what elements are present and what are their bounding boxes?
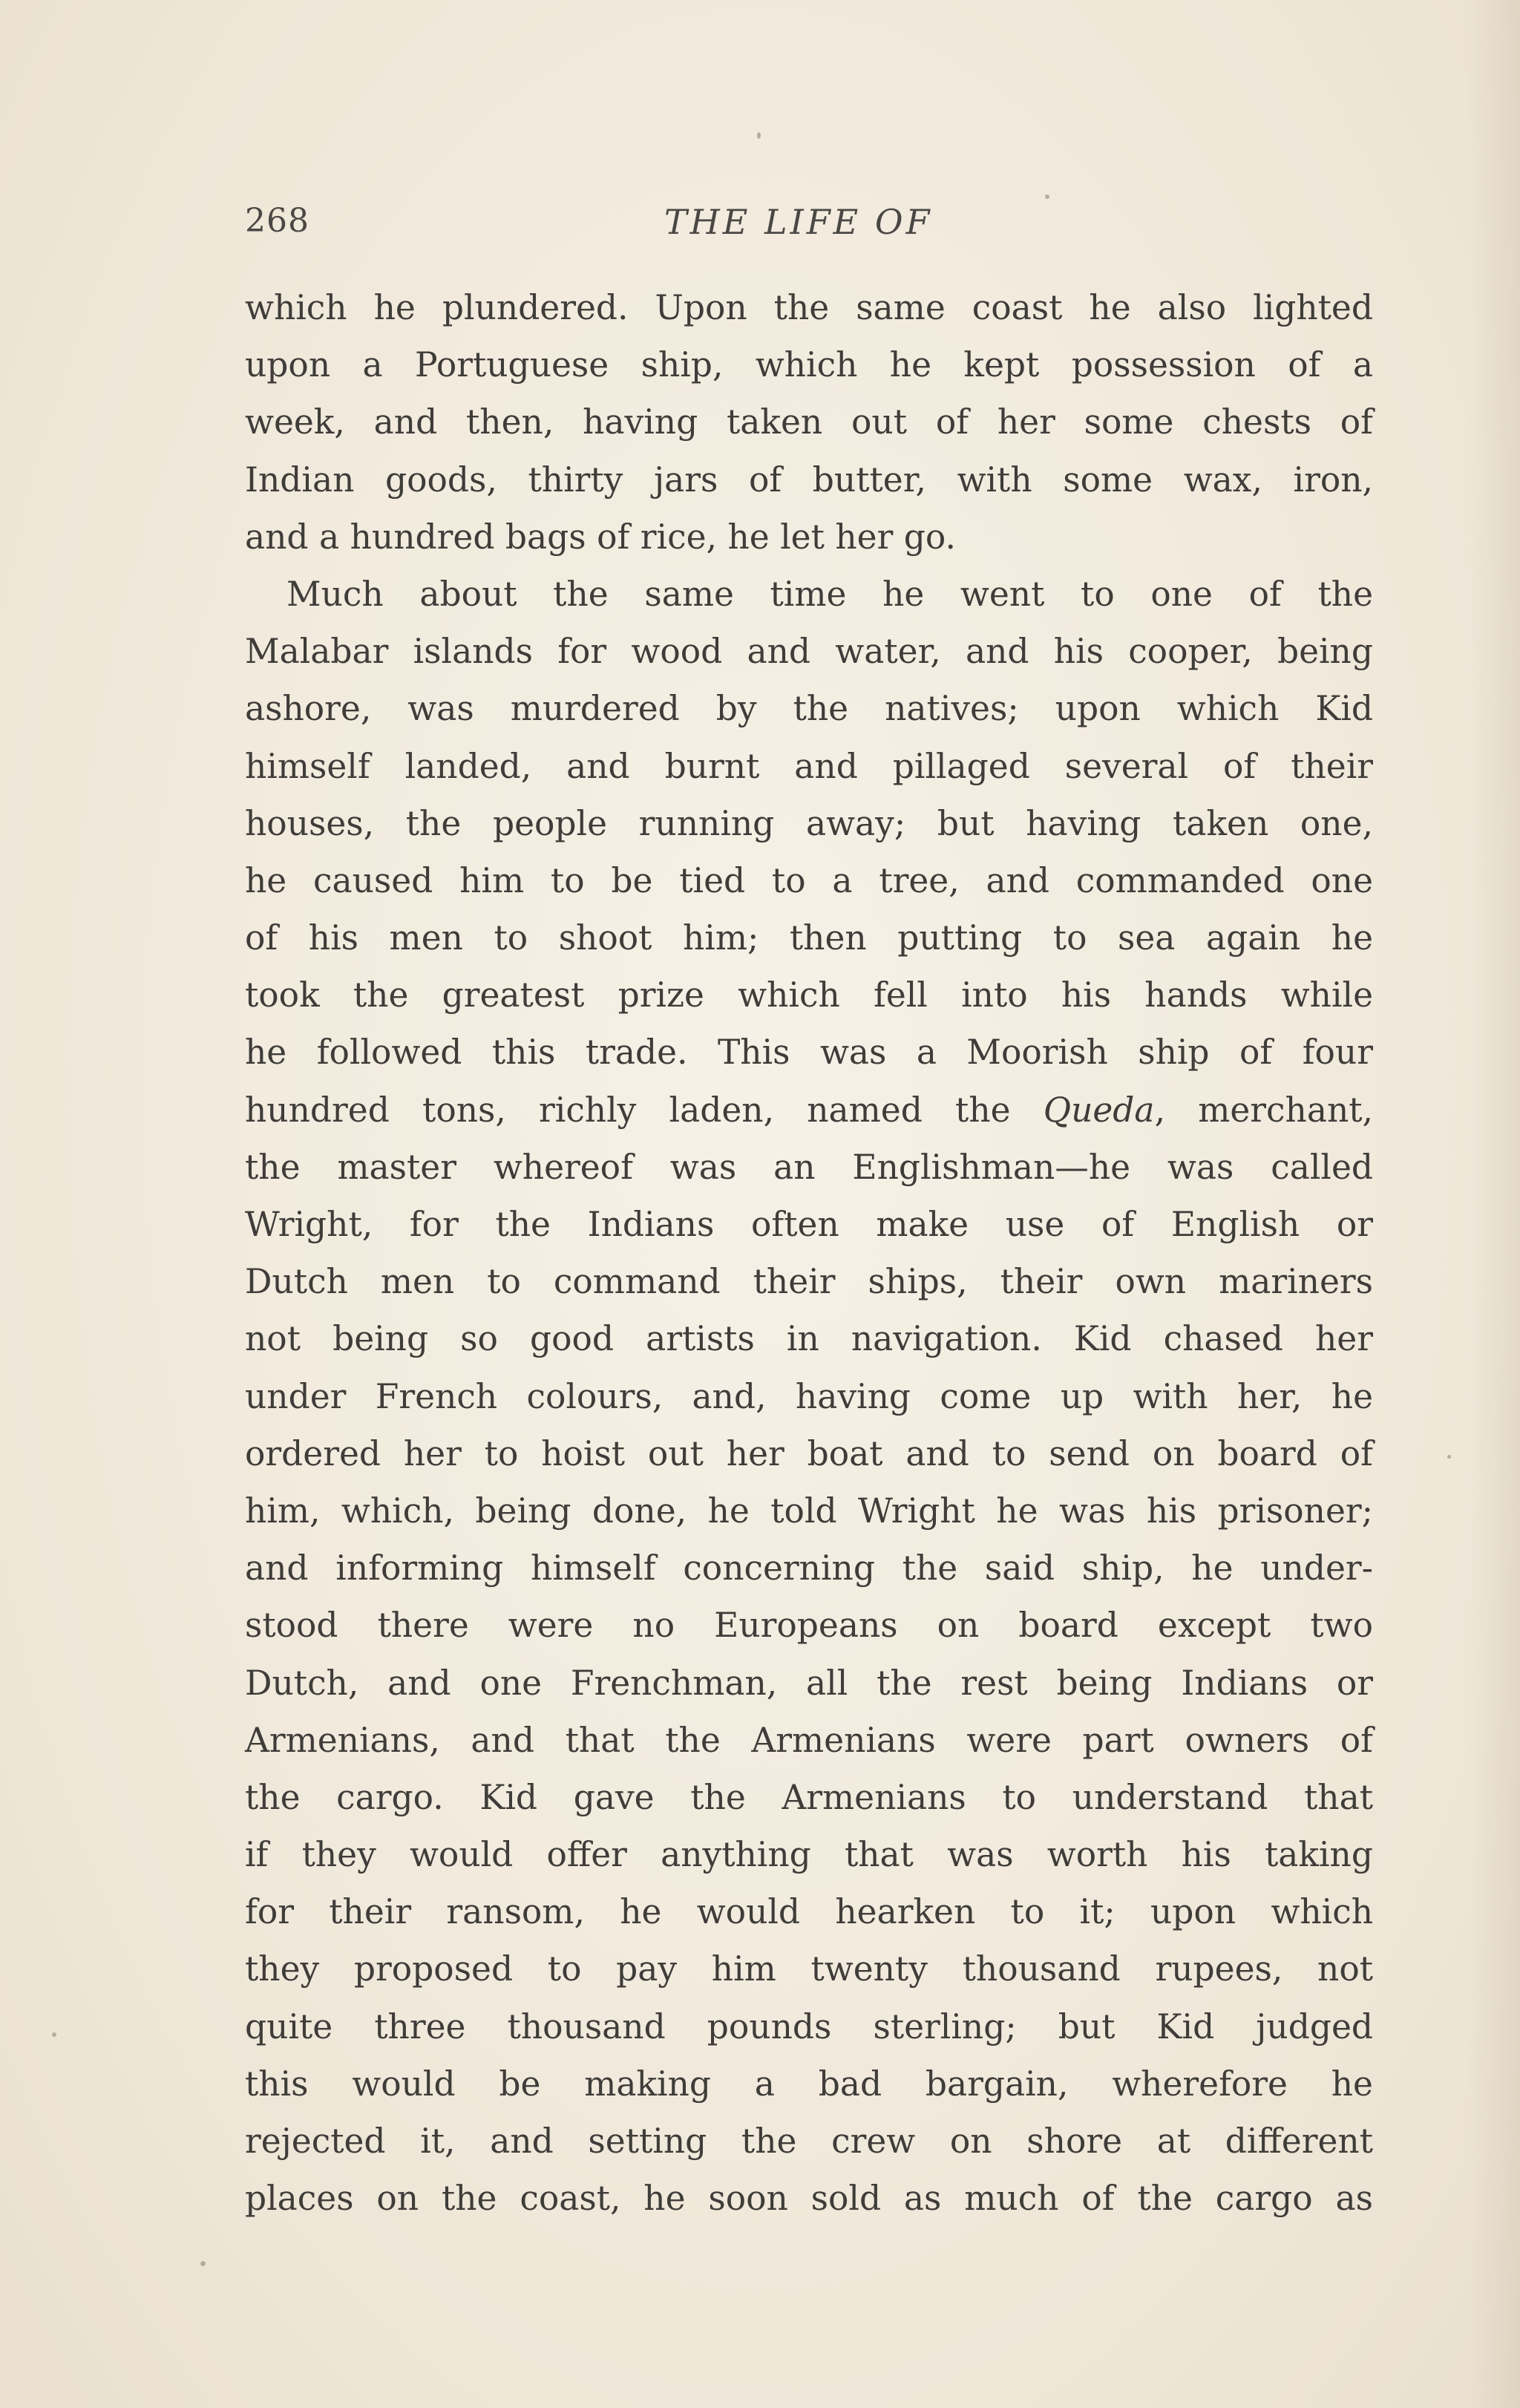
- text-line: rejected it, and setting the crew on shore at different: [245, 2121, 1373, 2161]
- text-line: houses, the people running away; but having taken one,: [245, 803, 1373, 843]
- ship-name: Queda: [1043, 1090, 1155, 1130]
- paper-speck: [1447, 1455, 1451, 1459]
- text-line: stood there were no Europeans on board except two: [245, 1606, 1373, 1646]
- text-line: quite three thousand pounds sterling; but Kid judged: [245, 2006, 1373, 2047]
- text-line: the cargo. Kid gave the Armenians to understand that: [245, 1777, 1373, 1817]
- text-line: Dutch men to command their ships, their own mariners: [245, 1262, 1373, 1302]
- text-line: of his men to shoot him; then putting to sea again he: [245, 918, 1373, 958]
- text-line: if they would offer anything that was worth his taking: [245, 1835, 1373, 1875]
- running-head: THE LIFE OF: [664, 202, 933, 242]
- paper-speck: [52, 2032, 56, 2037]
- page-number: 268: [245, 202, 309, 240]
- text-line: ordered her to hoist out her boat and to send on board of: [245, 1433, 1373, 1473]
- text-line: him, which, being done, he told Wright he was his prisoner;: [245, 1491, 1373, 1531]
- text-line: he followed this trade. This was a Moorish ship of four: [245, 1033, 1373, 1073]
- text-line: not being so good artists in navigation. Kid chased her: [245, 1319, 1373, 1359]
- text-line: under French colours, and, having come up with her, he: [245, 1376, 1373, 1416]
- page-edge-shadow: [1468, 0, 1520, 2408]
- text-line: Malabar islands for wood and water, and his cooper, being: [245, 632, 1373, 672]
- text-line: took the greatest prize which fell into his hands while: [245, 975, 1373, 1015]
- page-header: [245, 202, 1373, 254]
- paper-speck: [200, 2261, 206, 2266]
- text-line: Indian goods, thirty jars of butter, with some wax, iron,: [245, 459, 1373, 500]
- text-line: Wright, for the Indians often make use of English or: [245, 1205, 1373, 1244]
- text-line: for their ransom, he would hearken to it; upon which: [245, 1892, 1373, 1932]
- paper-speck: [757, 132, 761, 139]
- text-line: he caused him to be tied to a tree, and commanded one: [245, 860, 1373, 900]
- body-text: [245, 279, 1373, 2227]
- text-line: week, and then, having taken out of her some chests of: [245, 402, 1373, 442]
- text-line: hundred tons, richly laden, named the Queda, merchant,: [245, 1090, 1374, 1130]
- text-line: the master whereof was an Englishman—he was called: [245, 1147, 1373, 1187]
- text-line: which he plundered. Upon the same coast he also lighted: [245, 288, 1373, 327]
- text-line: upon a Portuguese ship, which he kept possession of a: [245, 345, 1373, 385]
- text-line: Much about the same time he went to one of the: [286, 574, 1373, 614]
- paper-speck: [1045, 194, 1049, 199]
- text-line: they proposed to pay him twenty thousand rupees, not: [245, 1949, 1373, 1989]
- text-line: himself landed, and burnt and pillaged several of their: [245, 746, 1373, 786]
- text-line: ashore, was murdered by the natives; upon which Kid: [245, 689, 1373, 729]
- text-line: Dutch, and one Frenchman, all the rest being Indians or: [245, 1663, 1373, 1703]
- text-line: Armenians, and that the Armenians were part owners of: [245, 1720, 1373, 1760]
- text-line: this would be making a bad bargain, wherefore he: [245, 2064, 1373, 2104]
- text-line: and informing himself concerning the said ship, he under-: [245, 1548, 1373, 1589]
- text-line: and a hundred bags of rice, he let her go.: [245, 517, 956, 557]
- text-line: places on the coast, he soon sold as much of the cargo as: [245, 2179, 1373, 2219]
